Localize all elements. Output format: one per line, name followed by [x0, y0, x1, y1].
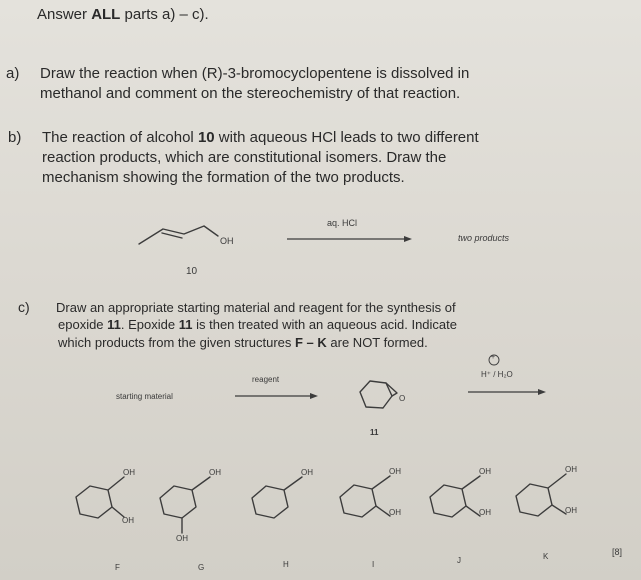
- compound-10-number: 10: [186, 266, 198, 277]
- structure-k: [516, 474, 566, 516]
- reagent-aq-hcl: aq. HCl: [327, 218, 358, 228]
- part-a-label: a): [6, 65, 20, 82]
- structure-f: [76, 477, 124, 518]
- f-oh-top: OH: [123, 468, 135, 477]
- epoxide-11-number: 11: [370, 428, 379, 437]
- acid-charge-sign: +: [491, 354, 496, 361]
- reagent-text: reagent: [252, 375, 280, 384]
- structure-label-f: F: [115, 563, 120, 572]
- f-oh-bottom: OH: [122, 516, 134, 525]
- structure-label-g: G: [198, 563, 205, 572]
- epoxide-11-structure: [360, 381, 397, 408]
- alcohol-10-structure: [139, 226, 218, 244]
- reaction-arrow-b: [287, 236, 412, 242]
- i-oh-bottom: OH: [389, 508, 401, 517]
- part-c-line3: which products from the given structures F – K are NOT formed.: [58, 335, 428, 350]
- part-b-line3: mechanism showing the formation of the two products.: [42, 169, 405, 186]
- structure-label-i: I: [372, 560, 375, 569]
- k-oh-top: OH: [565, 465, 577, 474]
- part-b-label: b): [8, 129, 22, 146]
- k-oh-bottom: OH: [565, 506, 577, 515]
- reaction-arrow-c1: [235, 393, 318, 399]
- structure-label-k: K: [543, 552, 549, 561]
- part-a-line1: Draw the reaction when (R)-3-bromocyclopentene is dissolved in: [40, 65, 470, 82]
- part-c-line1: Draw an appropriate starting material and reagent for the synthesis of: [56, 300, 456, 315]
- starting-material-text: starting material: [116, 392, 173, 401]
- h-oh: OH: [301, 468, 313, 477]
- structure-label-h: H: [283, 560, 289, 569]
- alcohol-oh-label: OH: [220, 236, 234, 246]
- part-b-line1: The reaction of alcohol 10 with aqueous HCl leads to two different: [42, 129, 479, 146]
- epoxide-o-label: O: [399, 394, 406, 403]
- g-oh-top: OH: [209, 468, 221, 477]
- i-oh-top: OH: [389, 467, 401, 476]
- j-oh-bottom: OH: [479, 508, 491, 517]
- part-b-line2: reaction products, which are constitutional isomers. Draw the: [42, 149, 447, 166]
- structure-label-j: J: [457, 556, 461, 565]
- reaction-arrow-c2: [468, 389, 546, 395]
- structure-h: [252, 477, 302, 518]
- part-c-line2: epoxide 11. Epoxide 11 is then treated with an aqueous acid. Indicate: [58, 317, 457, 332]
- j-oh-top: OH: [479, 467, 491, 476]
- two-products-text: two products: [458, 233, 510, 243]
- marks-label: [8]: [612, 547, 623, 557]
- g-oh-bottom: OH: [176, 534, 188, 543]
- structure-j: [430, 476, 480, 517]
- instructions-header: Answer ALL parts a) – c).: [37, 6, 209, 23]
- part-a-line2: methanol and comment on the stereochemistry of that reaction.: [40, 85, 461, 102]
- structure-g: [160, 477, 210, 533]
- part-c-label: c): [18, 299, 30, 315]
- acid-label: H⁺ / H₂O: [481, 370, 513, 379]
- structure-i: [340, 476, 390, 517]
